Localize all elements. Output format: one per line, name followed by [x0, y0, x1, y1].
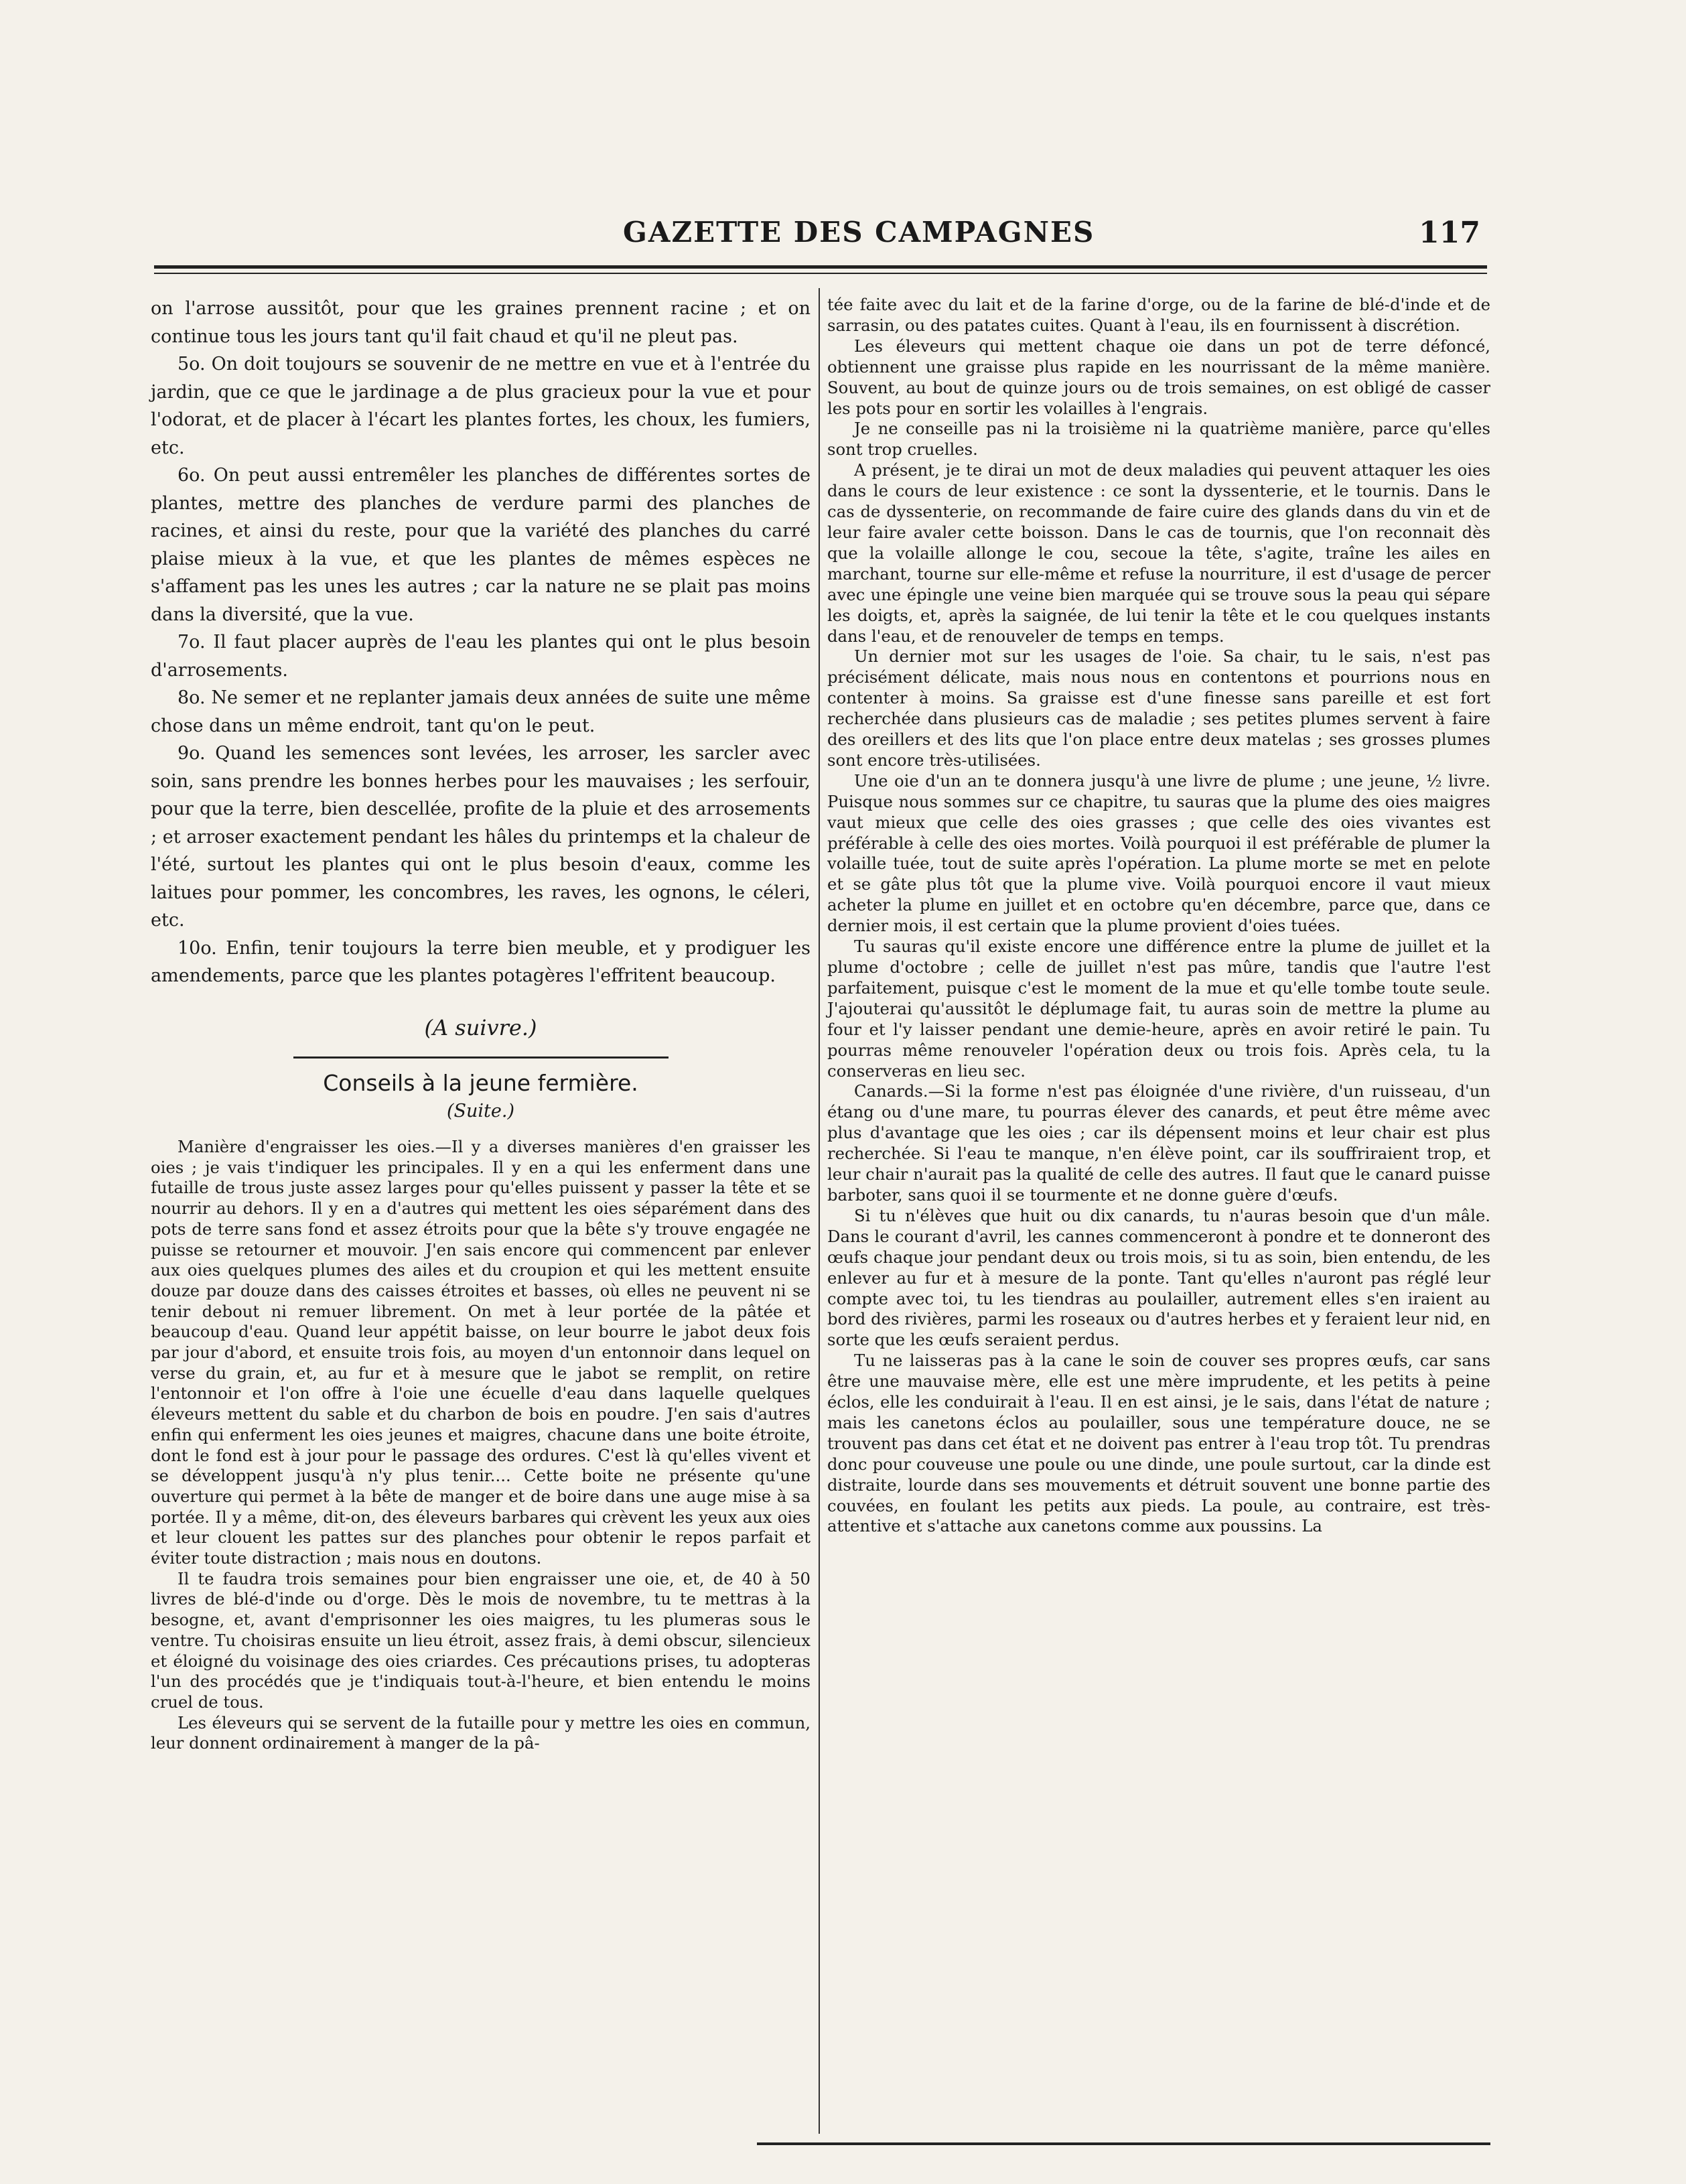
paragraph: tée faite avec du lait et de la farine d'orge, ou de la farine de blé-d'inde et de sarrasin, ou des patates cuites. Quant à l'eau, ils en fournissent à discrétion. — [827, 295, 1490, 335]
paragraph: Un dernier mot sur les usages de l'oie. Sa chair, tu le sais, n'est pas précisément délicate, mais nous nous en contentons et pourrions nous en contenter à moins. Sa graisse est d'une finesse sans pareille et est fort recherchée dans plusieurs cas de maladie ; ses petites plumes servent à faire des oreillers et des lits que l'on place entre deux matelas ; ses grosses plumes sont encore très-utilisées. — [827, 646, 1490, 770]
paragraph: 5o. On doit toujours se souvenir de ne mettre en vue et à l'entrée du jardin, que ce que le jardinage a de plus gracieux pour la vue et pour l'odorat, et de placer à l'écart les plantes fortes, les choux, les fumiers, etc. — [151, 354, 811, 458]
paragraph: 6o. On peut aussi entremêler les planches de différentes sortes de plantes, mettre des planches de verdure parmi des planches de racines, et ainsi du reste, pour que la variété des planches du carré plaise mieux à la vue, et que les plantes de mêmes espèces ne s'affament pas les unes les autres ; car la nature ne se plait pas moins dans la diversité, que la vue. — [151, 465, 811, 625]
paragraph: Si tu n'élèves que huit ou dix canards, tu n'auras besoin que d'un mâle. Dans le courant d'avril, les cannes commenceront à pondre et te donneront des œufs chaque jour pendant deux ou trois mois, si tu as soin, bien entendu, de les enlever au fur et à mesure de la ponte. Tant qu'elles n'auront pas réglé leur compte avec toi, tu les tiendras au poulailler, autrement elles s'en iraient au bord des rivières, parmi les roseaux ou d'autres herbes et y feraient leur nid, en sorte que les œufs seraient perdus. — [827, 1205, 1490, 1350]
paragraph: Tu sauras qu'il existe encore une différence entre la plume de juillet et la plume d'octobre ; celle de juillet n'est pas mûre, tandis que l'autre l'est parfaitement, puisque c'est le moment de la mue et qu'elle tombe toute seule. J'ajouterai qu'aussitôt le déplumage fait, tu auras soin de mettre la plume au four et l'y laisser pendant une demie-heure, après en avoir retiré le pain. Tu pourras même renouveler l'opération deux ou trois fois. Après cela, tu la conserveras en lieu sec. — [827, 937, 1490, 1081]
right-column — [827, 295, 1490, 1537]
paragraph: 7o. Il faut placer auprès de l'eau les plantes qui ont le plus besoin d'arrosements. — [151, 632, 811, 681]
section-subtitle: (Suite.) — [447, 1100, 514, 1121]
footer-rule — [757, 2142, 1490, 2145]
paragraph: Une oie d'un an te donnera jusqu'à une livre de plume ; une jeune, ½ livre. Puisque nous sommes sur ce chapitre, tu sauras que la plume des oies maigres vaut mieux que celle des oies grasses ; que celle des oies vivantes est préférable à celle des oies mortes. Voilà pourquoi il est préférable de plumer la volaille tuée, tout de suite après l'opération. La plume morte se met en pelote et se gâte plus tôt que la plume vive. Voilà pourquoi encore il vaut mieux acheter la plume en juillet et en octobre qu'en décembre, parce que, dans ce dernier mois, il est certain que la plume provient d'oies tuées. — [827, 770, 1490, 936]
column-divider — [819, 288, 820, 2134]
paragraph: 9o. Quand les semences sont levées, les arroser, les sarcler avec soin, sans prendre les bonnes herbes pour les mauvaises ; les serfouir, pour que la terre, bien descellée, profite de la pluie et des arrosements ; et arroser exactement pendant les hâles du printemps et la chaleur de l'été, surtout les plantes qui ont le plus besoin d'eaux, comme les laitues pour pommer, les concombres, les raves, les ognons, le céleri, etc. — [151, 743, 811, 931]
paragraph: Je ne conseille pas ni la troisième ni la quatrième manière, parce qu'elles sont trop cruelles. — [827, 419, 1490, 460]
left-column — [151, 295, 811, 1754]
header-rule — [154, 265, 1487, 274]
continuation-note: (A suivre.) — [424, 1014, 537, 1040]
paragraph: A présent, je te dirai un mot de deux maladies qui peuvent attaquer les oies dans le cours de leur existence : ce sont la dyssenterie, et le tournis. Dans le cas de dyssenterie, on recommande de faire cuire des glands dans du vin et de leur faire avaler cette boisson. Dans le cas de tournis, que l'on reconnait dès que la volaille allonge le cou, secoue la tête, s'agite, traîne les ailes en marchant, tourne sur elle-même et refuse la nourriture, il est d'usage de percer avec une épingle une veine bien marquée qui se trouve sous la peau qui sépare les doigts, et, après la saignée, de lui tenir la tête et le cou quelques instants dans l'eau, et de renouveler de temps en temps. — [827, 460, 1490, 646]
section-title: Conseils à la jeune fermière. — [323, 1070, 638, 1096]
paragraph: Canards.—Si la forme n'est pas éloignée d'une rivière, d'un ruisseau, d'un étang ou d'une mare, tu pourras élever des canards, et peut être même avec plus d'avantage que les oies ; car ils dépensent moins et leur chair est plus recherchée. Si l'eau te manque, n'en élève point, car ils souffriraient trop, et leur chair n'aurait pas la qualité de celle des autres. Il faut que le canard puisse barboter, sans quoi il se tourmente et ne donne guère d'œufs. — [827, 1081, 1490, 1205]
page-header — [154, 216, 1480, 256]
paragraph: 10o. Enfin, tenir toujours la terre bien meuble, et y prodiguer les amendements, parce que les plantes potagères l'effritent beaucoup. — [151, 937, 811, 986]
paragraph: Les éleveurs qui se servent de la futaille pour y mettre les oies en commun, leur donnent ordinairement à manger de la pâ- — [151, 1712, 811, 1753]
page-number: 117 — [1419, 216, 1480, 250]
paragraph: 8o. Ne semer et ne replanter jamais deux années de suite une même chose dans un même endroit, tant qu'on le peut. — [151, 687, 811, 736]
newspaper-title: GAZETTE DES CAMPAGNES — [623, 216, 1095, 249]
paragraph: Les éleveurs qui mettent chaque oie dans un pot de terre défoncé, obtiennent une graisse plus rapide en les nourrissant de la même manière. Souvent, au bout de quinze jours ou de trois semaines, on est obligé de casser les pots pour en sortir les volailles à l'engrais. — [827, 336, 1490, 418]
paragraph: Manière d'engraisser les oies.—Il y a diverses manières d'en graisser les oies ; je vais t'indiquer les principales. Il y en a qui les enferment dans une futaille de trous juste assez larges pour qu'elles puissent y passer la tête et se nourrir au dehors. Il y en a d'autres qui mettent les oies séparément dans des pots de terre sans fond et assez étroits pour que la bête s'y trouve engagée ne puisse se retourner et mouvoir. J'en sais encore qui commencent par enlever aux oies quelques plumes des ailes et du croupion et qui les mettent ensuite douze par douze dans des caisses étroites et basses, où elles ne peuvent ni se tenir debout ni remuer librement. On met à leur portée de la pâtée et beaucoup d'eau. Quand leur appétit baisse, on leur bourre le jabot deux fois par jour d'abord, et ensuite trois fois, au moyen d'un entonnoir dans lequel on verse du grain, et, au fur et à mesure que le jabot se remplit, on retire l'entonnoir et l'on offre à l'oie une écuelle d'eau dans laquelle quelques éleveurs mettent du sable et du charbon de bois en poudre. J'en sais d'autres enfin qui enferment les oies jeunes et maigres, chacune dans une boite étroite, dont le fond est à jour pour le passage des ordures. C'est là qu'elles vivent et se développent jusqu'à n'y plus tenir.... Cette boite ne présente qu'une ouverture qui permet à la bête de manger et de boire dans une auge mise à sa portée. Il y a même, dit-on, des éleveurs barbares qui crèvent les yeux aux oies et leur clouent les pattes sur des planches pour obtenir le repos parfait et éviter toute distraction ; mais nous en doutons. — [151, 1137, 811, 1568]
paragraph: Tu ne laisseras pas à la cane le soin de couver ses propres œufs, car sans être une mauvaise mère, elle est une mère imprudente, et les petits à peine éclos, elle les conduirait à l'eau. Il en est ainsi, je le sais, dans l'état de nature ; mais les canetons éclos au poulailler, sous une température douce, ne se trouvent pas dans cet état et ne doivent pas entrer à l'eau trop tôt. Tu prendras donc pour couveuse une poule ou une dinde, une poule surtout, car la dinde est distraite, lourde dans ses mouvements et détruit souvent une bonne partie des couvées, en foulant les petits aux pieds. La poule, au contraire, est très-attentive et s'attache aux canetons comme aux poussins. La — [827, 1351, 1490, 1536]
section-rule — [293, 1056, 669, 1059]
paragraph: Il te faudra trois semaines pour bien engraisser une oie, et, de 40 à 50 livres de blé-d'inde ou d'orge. Dès le mois de novembre, tu te mettras à la besogne, et, avant d'emprisonner les oies maigres, tu les plumeras sous le ventre. Tu choisiras ensuite un lieu étroit, assez frais, à demi obscur, silencieux et éloigné du voisinage des oies criardes. Ces précautions prises, tu adopteras l'un des procédés que je t'indiquais tout-à-l'heure, et bien entendu le moins cruel de tous. — [151, 1568, 811, 1712]
lower-text — [151, 1137, 811, 1754]
paragraph: on l'arrose aussitôt, pour que les graines prennent racine ; et on continue tous les jours tant qu'il fait chaud et qu'il ne pleut pas. — [151, 298, 811, 347]
